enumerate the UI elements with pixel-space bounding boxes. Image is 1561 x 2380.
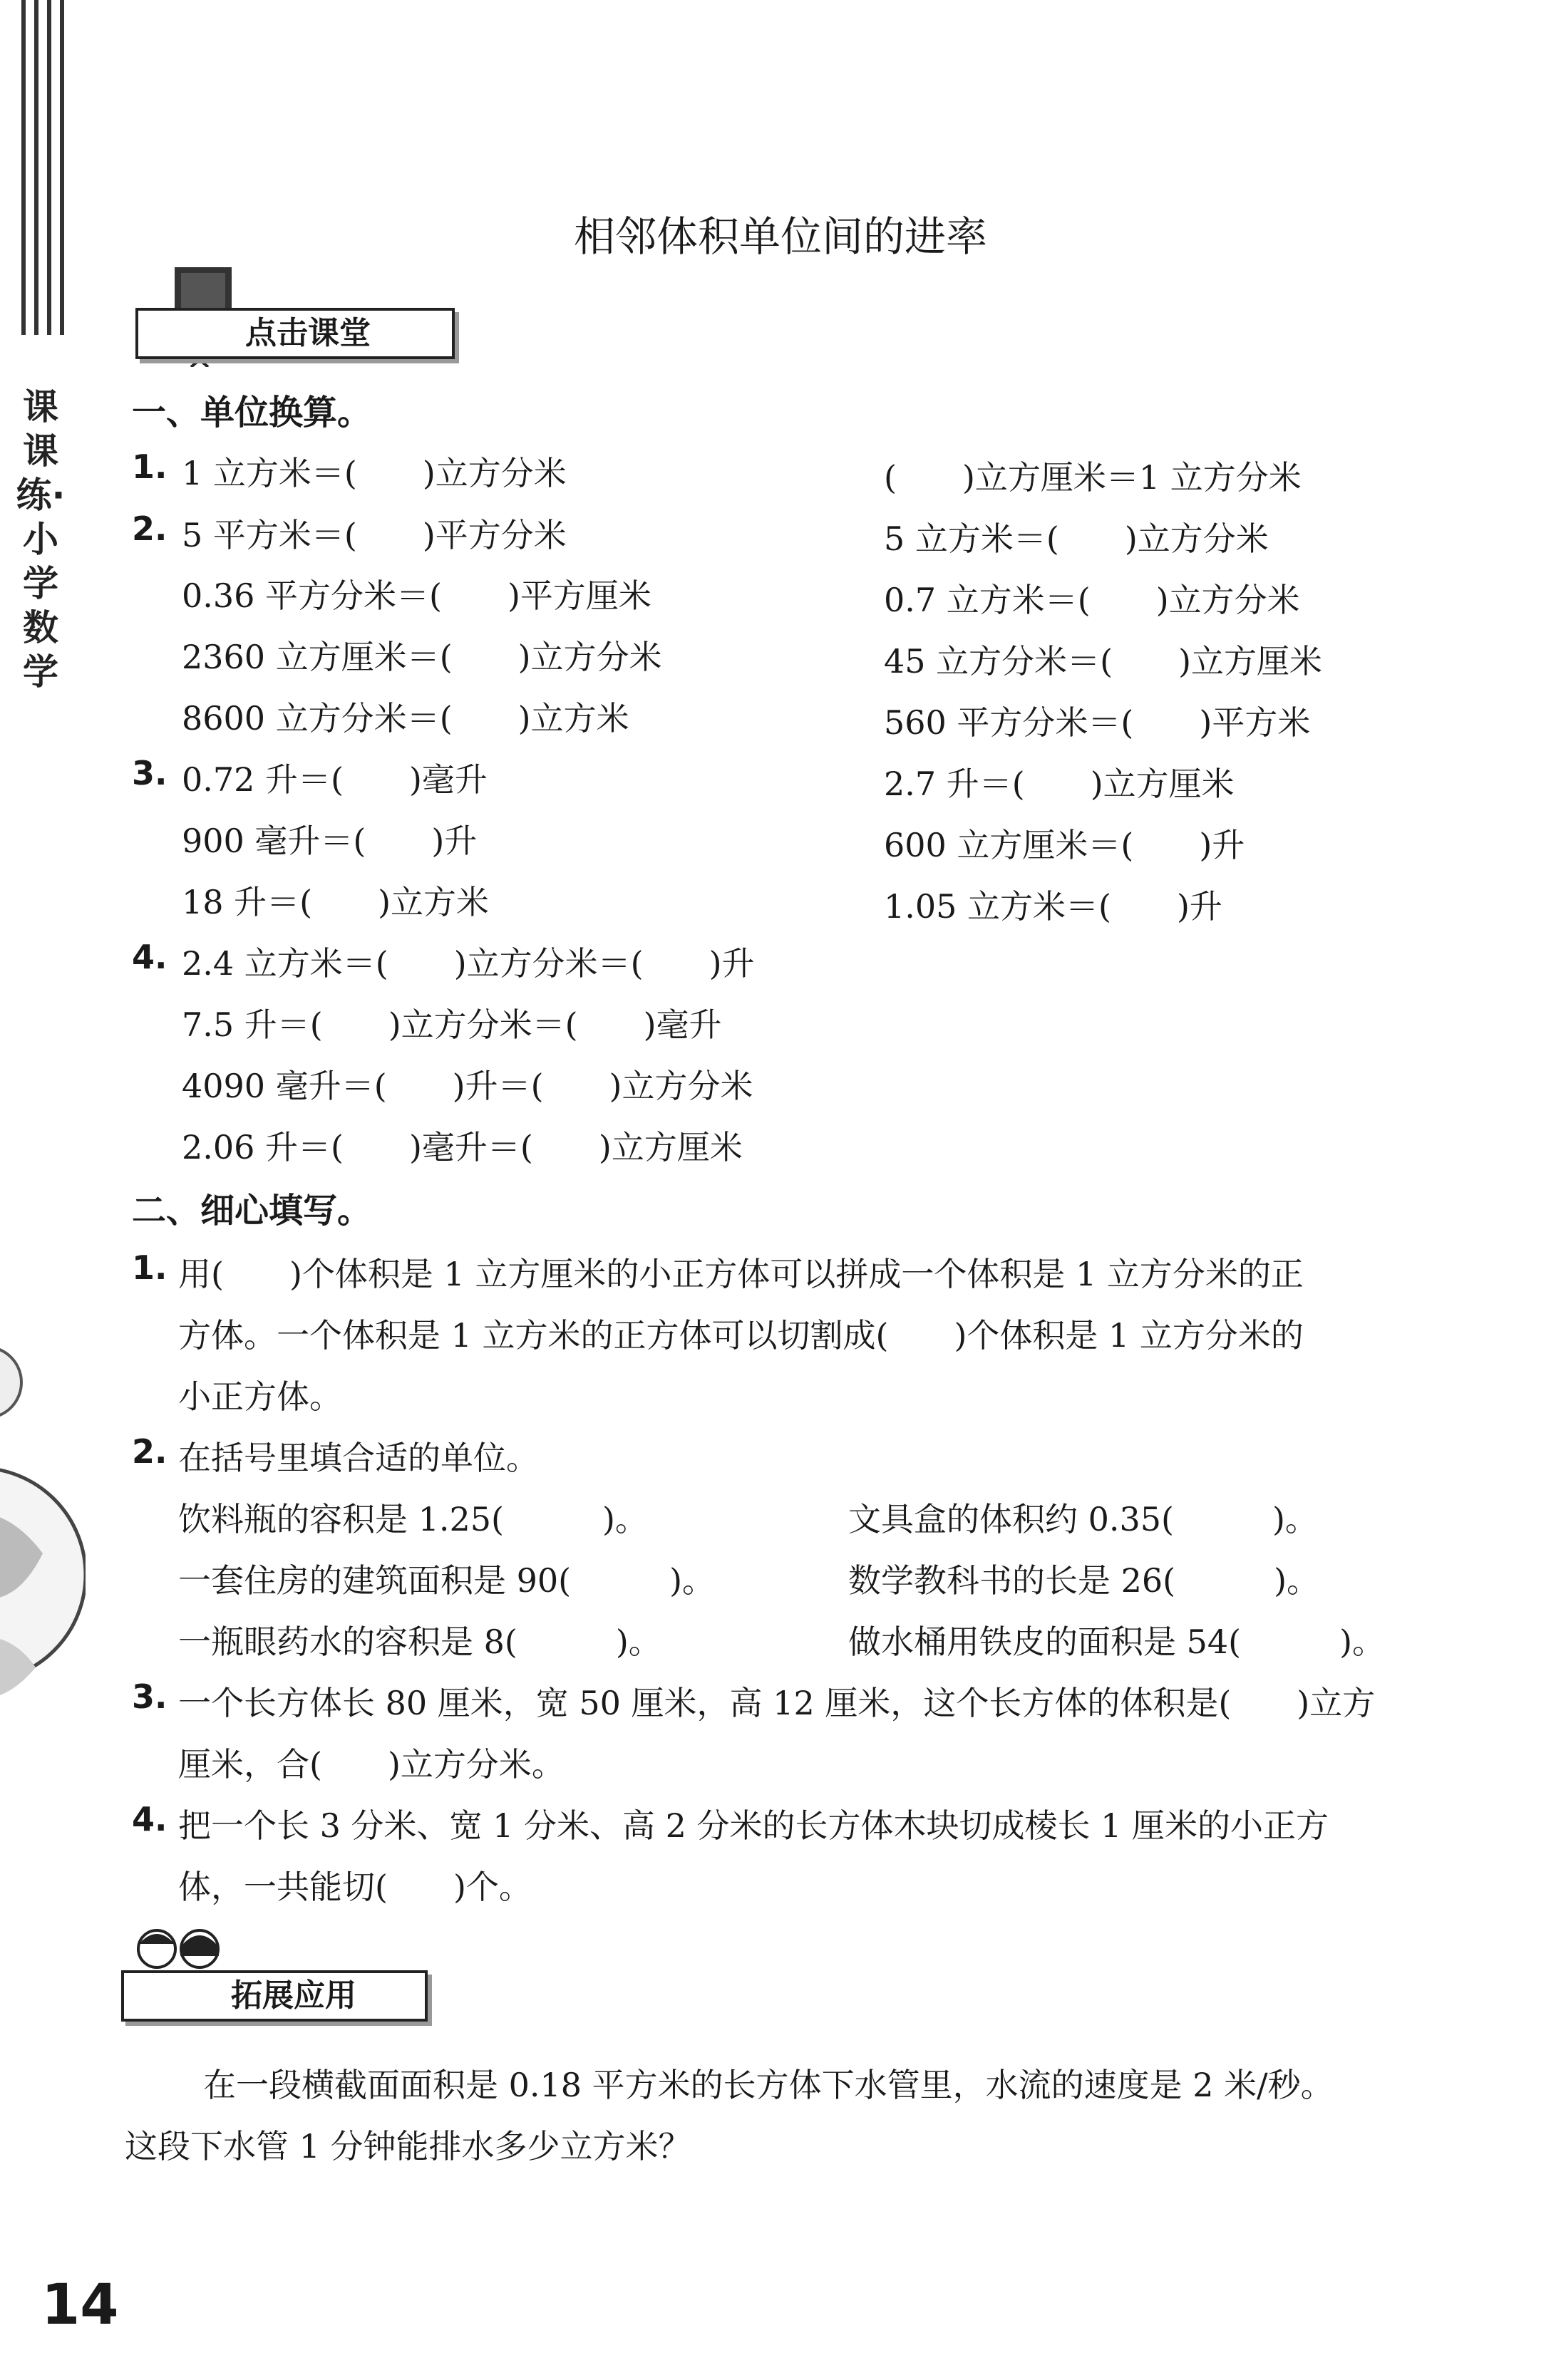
exercise-line: 一个长方体长 80 厘米，宽 50 厘米，高 12 厘米，这个长方体的体积是( )立方: [178, 1684, 1376, 1722]
question-number: 2.: [132, 1432, 168, 1471]
exercise-line: 体，一共能切( )个。: [178, 1868, 532, 1906]
exercise-line: 5 平方米＝( )平方分米: [182, 516, 567, 554]
exercise-line: 900 毫升＝( )升: [182, 822, 478, 860]
exercise-line: 5 立方米＝( )立方分米: [884, 519, 1269, 558]
section-badge-label: 点击课堂: [245, 315, 371, 351]
section-badge-classroom: [135, 308, 455, 359]
exercise-line: 饮料瓶的容积是 1.25( )。: [178, 1500, 648, 1538]
exercise-line: 560 平方分米＝( )平方米: [884, 703, 1311, 742]
question-number: 3.: [132, 1677, 168, 1716]
exercise-line: 2.06 升＝( )毫升＝( )立方厘米: [182, 1128, 743, 1166]
exercise-line: 45 立方分米＝( )立方厘米: [884, 642, 1323, 681]
question-number: 3.: [132, 754, 168, 792]
section-badge-label: 拓展应用: [231, 1977, 356, 2014]
exercise-line: 2360 立方厘米＝( )立方分米: [182, 638, 662, 676]
exercise-line: 8600 立方分米＝( )立方米: [182, 699, 629, 738]
part2-heading: 二、细心填写。: [132, 1191, 372, 1231]
exercise-line: 一瓶眼药水的容积是 8( )。: [178, 1623, 661, 1661]
exercise-line: 0.36 平方分米＝( )平方厘米: [182, 576, 651, 615]
exercise-line: ( )立方厘米＝1 立方分米: [884, 458, 1302, 497]
question-number: 2.: [132, 509, 168, 548]
exercise-line: 文具盒的体积约 0.35( )。: [848, 1500, 1318, 1538]
exercise-line: 数学教科书的长是 26( )。: [848, 1561, 1320, 1600]
part1-heading: 一、单位换算。: [132, 393, 372, 433]
exercise-line: 1.05 立方米＝( )升: [884, 887, 1222, 926]
exercise-line: 0.72 升＝( )毫升: [182, 760, 488, 799]
exercise-line: 2.7 升＝( )立方厘米: [884, 765, 1235, 803]
exercise-line: 一套住房的建筑面积是 90( )。: [178, 1561, 716, 1600]
page-title: 相邻体积单位间的进率: [573, 212, 987, 261]
page-number: 14: [41, 2273, 119, 2337]
exercise-line: 把一个长 3 分米、宽 1 分米、高 2 分米的长方体木块切成棱长 1 厘米的小正方: [178, 1806, 1329, 1845]
exercise-line: 小正方体。: [178, 1377, 342, 1416]
exercise-line: 4090 毫升＝( )升＝( )立方分米: [182, 1067, 753, 1105]
exercise-line: 在括号里填合适的单位。: [178, 1439, 539, 1477]
globe-illustration: [0, 1340, 86, 1796]
exercise-line: 0.7 立方米＝( )立方分米: [884, 581, 1300, 619]
extension-problem-line: 这段下水管 1 分钟能排水多少立方米？: [125, 2127, 691, 2166]
exercise-line: 1 立方米＝( )立方分米: [182, 454, 567, 492]
question-number: 4.: [132, 1800, 168, 1838]
extension-problem-line: 在一段横截面面积是 0.18 平方米的长方体下水管里，水流的速度是 2 米/秒。: [203, 2066, 1334, 2104]
question-number: 4.: [132, 938, 168, 976]
book-series-title: 课课练·小学数学: [16, 386, 66, 693]
margin-rules: [21, 0, 64, 335]
question-number: 1.: [132, 447, 168, 486]
exercise-line: 做水桶用铁皮的面积是 54( )。: [848, 1623, 1386, 1661]
exercise-line: 600 立方厘米＝( )升: [884, 826, 1245, 864]
exercise-line: 用( )个体积是 1 立方厘米的小正方体可以拼成一个体积是 1 立方分米的正: [178, 1255, 1304, 1293]
question-number: 1.: [132, 1248, 168, 1287]
exercise-line: 18 升＝( )立方米: [182, 883, 490, 921]
exercise-line: 2.4 立方米＝( )立方分米＝( )升: [182, 944, 755, 983]
exercise-line: 厘米，合( )立方分米。: [178, 1745, 565, 1784]
exercise-line: 7.5 升＝( )立方分米＝( )毫升: [182, 1005, 722, 1044]
section-badge-extension: [121, 1970, 428, 2022]
exercise-line: 方体。一个体积是 1 立方米的正方体可以切割成( )个体积是 1 立方分米的: [178, 1316, 1304, 1355]
